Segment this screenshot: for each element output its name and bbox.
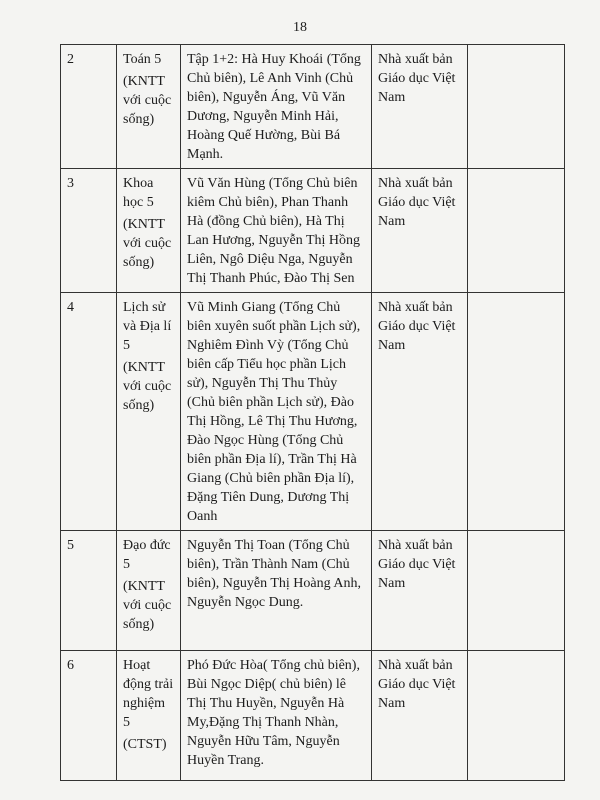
subject-name: Lịch sử và Địa lí 5 <box>123 300 172 353</box>
row-number: 6 <box>61 651 117 781</box>
subject-cell <box>117 169 181 293</box>
page-number: 18 <box>293 20 307 35</box>
authors-cell <box>181 651 372 781</box>
note-cell <box>468 651 565 781</box>
note-cell <box>468 531 565 651</box>
table-row <box>61 531 565 651</box>
authors-cell <box>181 169 372 293</box>
authors-text: Phó Đức Hòa( Tổng chủ biên), Bùi Ngọc Diệp( chủ biên) lê Thị Thu Huyền, Nguyễn Hà My,Đặng Thị Thanh Nhàn, Nguyễn Hữu Tâm, Nguyễn Huyền Trang. <box>187 658 360 768</box>
note-cell <box>468 169 565 293</box>
publisher-cell: Nhà xuất bản Giáo dục Việt Nam <box>372 169 468 293</box>
note-cell <box>468 45 565 169</box>
row-number: 5 <box>61 531 117 651</box>
row-number: 3 <box>61 169 117 293</box>
row-number: 2 <box>61 45 117 169</box>
textbook-table <box>60 44 565 781</box>
subject-series: (KNTT với cuộc sống) <box>123 217 172 270</box>
authors-text: Vũ Văn Hùng (Tổng Chủ biên kiêm Chủ biên), Phan Thanh Hà (đồng Chủ biên), Hà Thị Lan Hương, Nguyễn Thị Hồng Liên, Ngô Diệu Nga, Nguyễn Thị Thanh Phúc, Đào Thị Sen <box>187 176 360 286</box>
subject-cell <box>117 531 181 651</box>
authors-cell <box>181 531 372 651</box>
authors-cell <box>181 45 372 169</box>
subject-name: Đạo đức 5 <box>123 538 171 572</box>
authors-text: Nguyễn Thị Toan (Tổng Chủ biên), Trần Thành Nam (Chủ biên), Nguyễn Thị Hoàng Anh, Nguyễn Ngọc Dung. <box>187 538 361 610</box>
publisher-cell: Nhà xuất bản Giáo dục Việt Nam <box>372 531 468 651</box>
subject-series: (KNTT với cuộc sống) <box>123 360 172 413</box>
note-cell <box>468 293 565 531</box>
publisher-cell: Nhà xuất bản Giáo dục Việt Nam <box>372 293 468 531</box>
subject-name: Hoạt động trải nghiệm 5 <box>123 658 174 730</box>
table-row <box>61 169 565 293</box>
publisher-cell: Nhà xuất bản Giáo dục Việt Nam <box>372 45 468 169</box>
table-row <box>61 293 565 531</box>
subject-name: Toán 5 <box>123 52 162 67</box>
authors-text: Vũ Minh Giang (Tổng Chủ biên xuyên suốt phần Lịch sử), Nghiêm Đình Vỳ (Tổng Chủ biên cấp Tiểu học phần Lịch sử), Nguyễn Thị Thu Thủy (Chủ biên phần Lịch sử), Đào Thị Hồng, Lê Thị Thu Hương, Đào Ngọc Hùng (Tổng Chủ biên phần Địa lí), Trần Thị Hà Giang (Chủ biên phần Địa lí), Đặng Tiên Dung, Dương Thị Oanh <box>187 300 361 524</box>
subject-name: Khoa học 5 <box>123 176 154 210</box>
subject-cell <box>117 293 181 531</box>
table-row <box>61 45 565 169</box>
subject-series: (CTST) <box>123 737 167 752</box>
subject-cell <box>117 651 181 781</box>
subject-series: (KNTT với cuộc sống) <box>123 579 172 632</box>
table-row <box>61 651 565 781</box>
authors-text: Tập 1+2: Hà Huy Khoái (Tổng Chủ biên), Lê Anh Vinh (Chủ biên), Nguyễn Áng, Vũ Văn Dương, Nguyễn Minh Hải, Hoàng Quế Hường, Bùi Bá Mạnh. <box>187 52 361 162</box>
row-number: 4 <box>61 293 117 531</box>
authors-cell <box>181 293 372 531</box>
subject-cell <box>117 45 181 169</box>
subject-series: (KNTT với cuộc sống) <box>123 74 172 127</box>
publisher-cell: Nhà xuất bản Giáo dục Việt Nam <box>372 651 468 781</box>
